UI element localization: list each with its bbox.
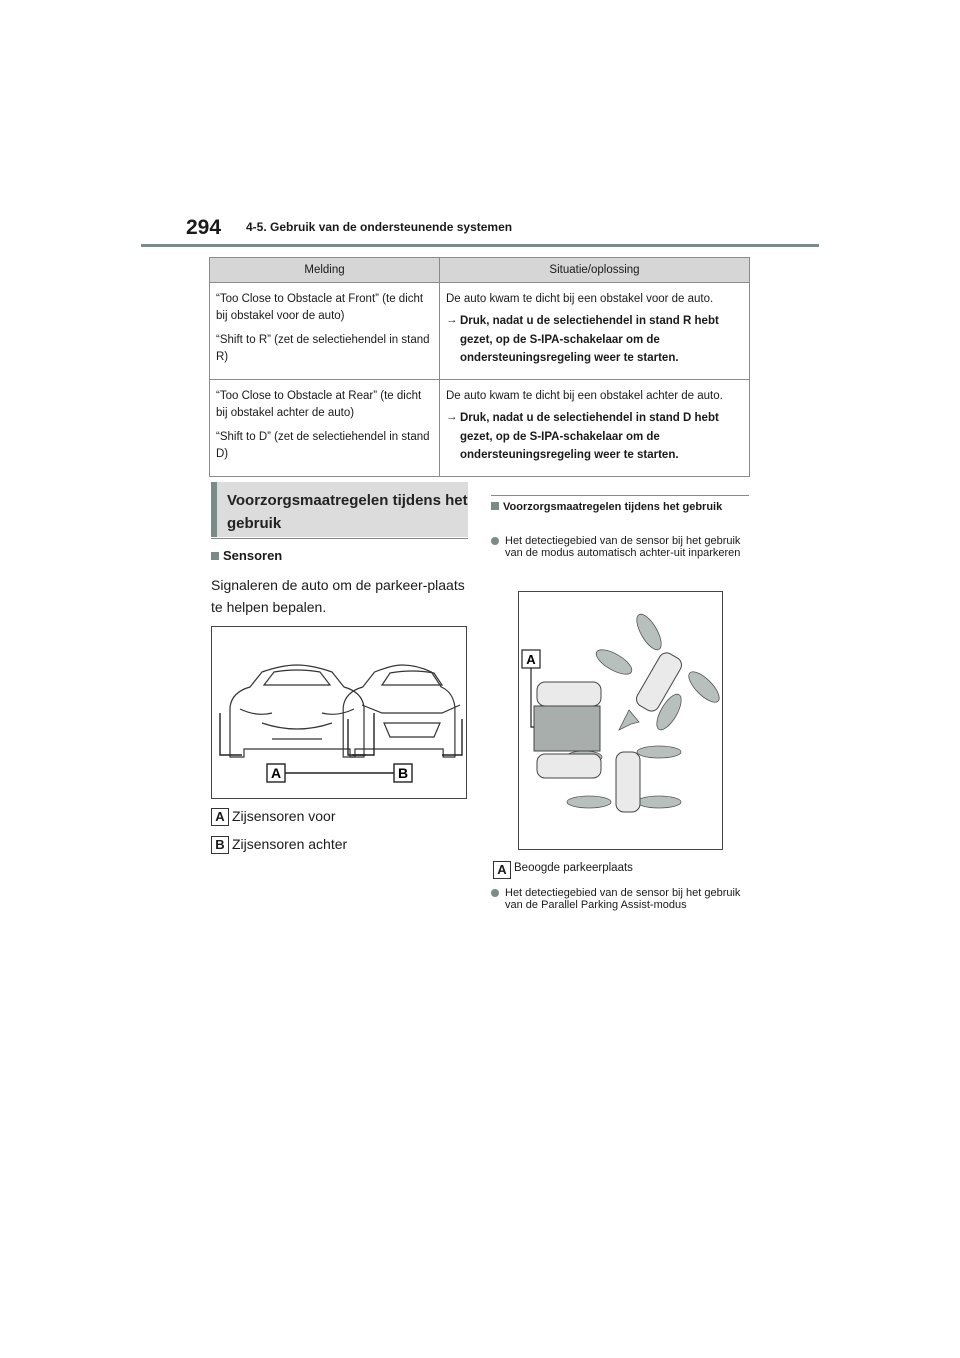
legend-key-a: A — [211, 808, 229, 826]
melding-cell — [210, 283, 440, 380]
body-text: Signaleren de auto om de parkeer-plaats te helpen bepalen. — [211, 577, 465, 615]
section-title: 4-5. Gebruik van de ondersteunende systemen — [246, 220, 513, 234]
legend-text-b: Zijsensoren achter — [232, 836, 348, 852]
section-heading: Voorzorgsmaatregelen tijdens het gebruik — [227, 492, 468, 532]
bullet-dot-icon — [491, 537, 499, 545]
subheading-sensoren — [211, 548, 282, 563]
sensor-figure — [211, 626, 467, 799]
column-header-situatie: Situatie/oplossing — [440, 258, 750, 283]
subheading-text: Sensoren — [223, 548, 283, 563]
arrow-icon: → — [446, 411, 458, 423]
square-bullet-icon — [491, 502, 499, 510]
parking-figure — [518, 591, 723, 850]
page-number: 294 — [186, 216, 222, 239]
situatie-cell — [440, 283, 750, 380]
table-header-row — [210, 258, 750, 283]
column-header-melding: Melding — [210, 258, 440, 283]
bullet-dot-icon — [491, 889, 499, 897]
situatie-text: De auto kwam te dicht bij een obstakel voor de auto. — [446, 293, 714, 305]
oplossing-text: Druk, nadat u de selectiehendel in stand R hebt gezet, op de S-IPA-schakelaar om de ondersteuningsregeling weer te starten. — [460, 315, 719, 364]
figure-label-b: B — [397, 765, 409, 781]
table-row — [210, 380, 750, 477]
message-table — [209, 257, 750, 477]
situatie-text: De auto kwam te dicht bij een obstakel achter de auto. — [446, 390, 723, 402]
bullet-text: Het detectiegebied van de sensor bij het gebruik van de Parallel Parking Assist-modus — [505, 887, 741, 911]
parking-detection-illustration — [519, 592, 722, 849]
bullet-item — [491, 887, 749, 911]
right-section-divider — [491, 495, 749, 496]
legend-text-a: Beoogde parkeerplaats — [514, 862, 633, 874]
legend-key-b: B — [211, 836, 229, 854]
section-heading-box — [211, 482, 468, 537]
melding-text: “Shift to D” (zet de selectiehendel in stand D) — [216, 431, 430, 460]
melding-text: “Too Close to Obstacle at Rear” (te dicht bij obstakel achter de auto) — [216, 390, 422, 419]
car-front-rear-illustration — [212, 627, 466, 798]
bullet-text: Het detectiegebied van de sensor bij het gebruik van de modus automatisch achter-uit inparkeren — [505, 535, 741, 559]
arrow-icon: → — [446, 314, 458, 326]
oplossing-text: Druk, nadat u de selectiehendel in stand D hebt gezet, op de S-IPA-schakelaar om de ondersteuningsregeling weer te starten. — [460, 412, 719, 461]
header-divider — [141, 244, 819, 247]
square-bullet-icon — [211, 552, 219, 560]
figure-label-a: A — [526, 652, 536, 667]
right-subheading-text: Voorzorgsmaatregelen tijdens het gebruik — [503, 501, 723, 513]
melding-cell — [210, 380, 440, 477]
melding-text: “Shift to R” (zet de selectiehendel in stand R) — [216, 334, 430, 363]
table-row — [210, 283, 750, 380]
figure-label-a: A — [270, 765, 282, 781]
right-subheading — [491, 501, 749, 514]
legend-text-a: Zijsensoren voor — [232, 808, 336, 824]
section-divider — [211, 538, 468, 539]
situatie-cell — [440, 380, 750, 477]
legend-key-a: A — [493, 861, 511, 879]
bullet-item — [491, 535, 749, 559]
melding-text: “Too Close to Obstacle at Front” (te dicht bij obstakel voor de auto) — [216, 293, 424, 322]
